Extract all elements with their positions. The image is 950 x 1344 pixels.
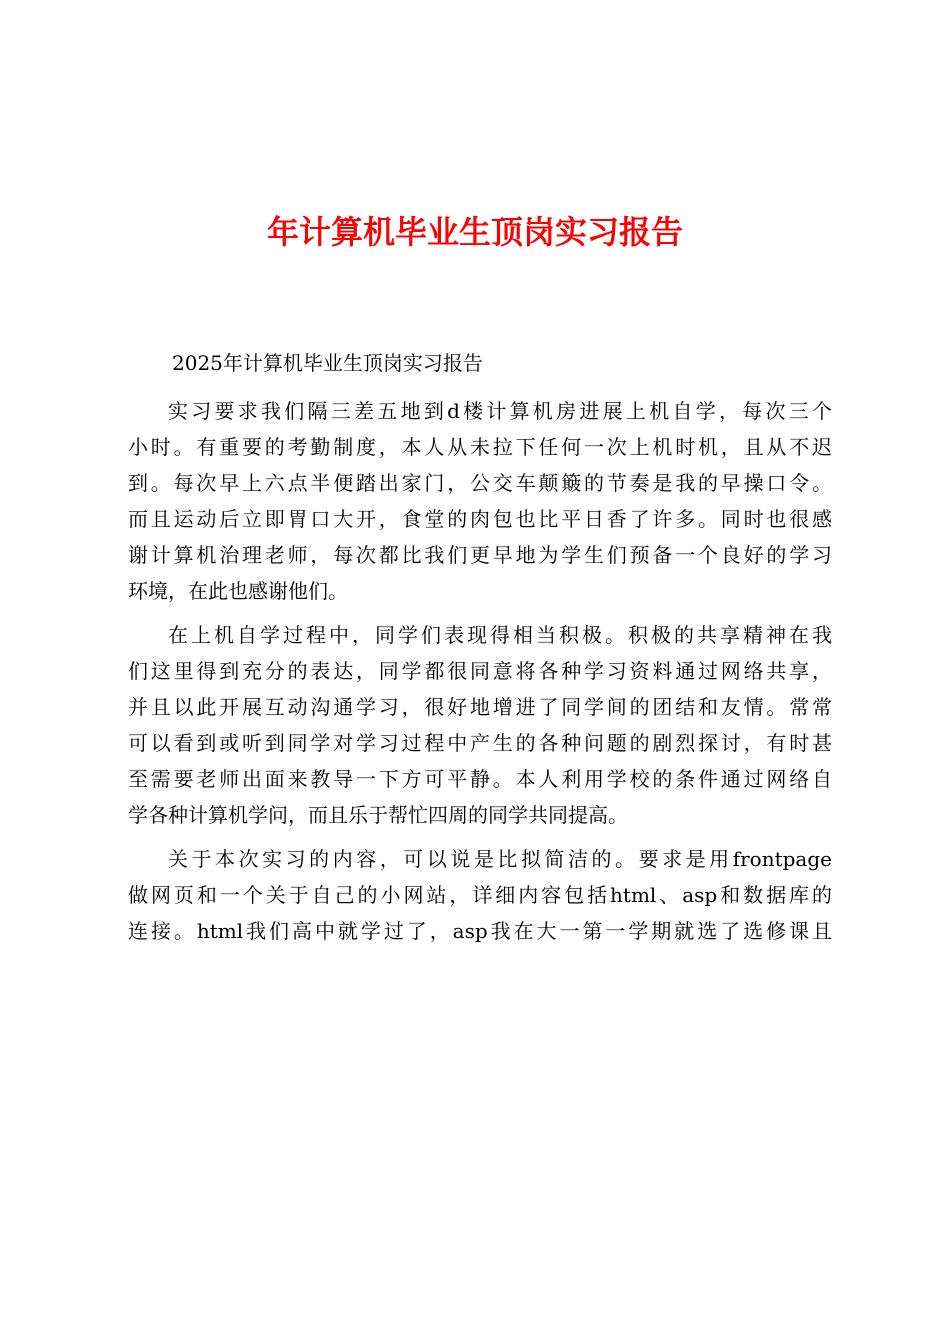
- paragraph-line: 到。每次早上六点半便踏出家门，公交车颠簸的节奏是我的早操口令。: [128, 471, 832, 495]
- paragraph-line: 连接。html我们高中就学过了，asp我在大一第一学期就选了选修课且: [128, 919, 832, 943]
- paragraph-line: 在上机自学过程中，同学们表现得相当积极。积极的共享精神在我: [168, 623, 832, 647]
- paragraph-line: 小时。有重要的考勤制度，本人从未拉下任何一次上机时机，且从不迟: [128, 435, 832, 459]
- paragraph-line: 们这里得到充分的表达，同学都很同意将各种学习资料通过网络共享，: [128, 659, 832, 683]
- paragraph-line: 环境，在此也感谢他们。: [128, 579, 348, 603]
- document-subtitle: 2025年计算机毕业生顶岗实习报告: [172, 351, 483, 375]
- paragraph-line: 而且运动后立即胃口大开，食堂的肉包也比平日香了许多。同时也很感: [128, 507, 832, 531]
- paragraph-line: 关于本次实习的内容，可以说是比拟简洁的。要求是用frontpage: [168, 847, 832, 871]
- paragraph-2: [128, 617, 832, 833]
- paragraph-line: 做网页和一个关于自己的小网站，详细内容包括html、asp和数据库的: [128, 883, 832, 907]
- document-title: 年计算机毕业生顶岗实习报告: [266, 213, 683, 251]
- paragraph-line: 实习要求我们隔三差五地到d楼计算机房进展上机自学，每次三个: [168, 399, 832, 423]
- paragraph-line: 谢计算机治理老师，每次都比我们更早地为学生们预备一个良好的学习: [128, 543, 832, 567]
- paragraph-3: [128, 841, 832, 949]
- paragraph-line: 至需要老师出面来教导一下方可平静。本人利用学校的条件通过网络自: [128, 767, 832, 791]
- paragraph-line: 可以看到或听到同学对学习过程中产生的各种问题的剧烈探讨，有时甚: [128, 731, 832, 755]
- paragraph-line: 学各种计算机学问，而且乐于帮忙四周的同学共同提高。: [128, 803, 628, 827]
- document-body: [128, 345, 832, 949]
- paragraph-1: [128, 393, 832, 609]
- paragraph-line: 并且以此开展互动沟通学习，很好地增进了同学间的团结和友情。常常: [128, 695, 832, 719]
